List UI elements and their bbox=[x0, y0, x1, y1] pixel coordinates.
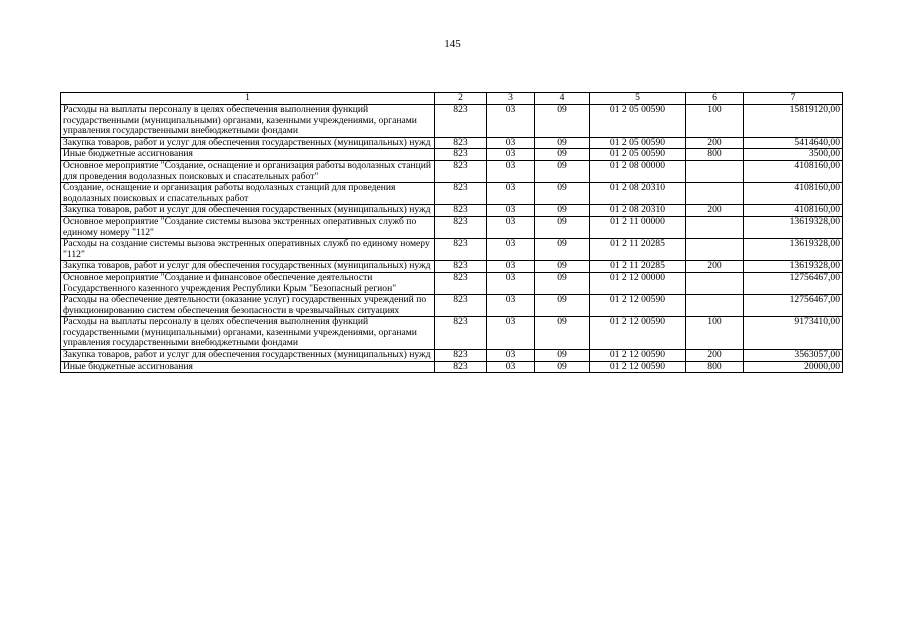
cell-target-article: 01 2 08 20310 bbox=[590, 183, 686, 205]
cell-subsection: 09 bbox=[535, 160, 590, 182]
table-row bbox=[61, 261, 843, 273]
cell-section: 03 bbox=[487, 272, 535, 294]
cell-amount: 12756467,00 bbox=[744, 295, 843, 317]
cell-section: 03 bbox=[487, 183, 535, 205]
cell-section: 03 bbox=[487, 317, 535, 350]
cell-section: 03 bbox=[487, 239, 535, 261]
cell-admin-code: 823 bbox=[435, 295, 487, 317]
table-row bbox=[61, 105, 843, 138]
cell-admin-code: 823 bbox=[435, 361, 487, 373]
cell-amount: 9173410,00 bbox=[744, 317, 843, 350]
table-body bbox=[61, 105, 843, 373]
cell-admin-code: 823 bbox=[435, 205, 487, 217]
cell-admin-code: 823 bbox=[435, 317, 487, 350]
cell-target-article: 01 2 12 00590 bbox=[590, 361, 686, 373]
table-row bbox=[61, 183, 843, 205]
cell-subsection: 09 bbox=[535, 295, 590, 317]
cell-amount: 13619328,00 bbox=[744, 261, 843, 273]
row-name: Расходы на выплаты персоналу в целях обеспечения выполнения функций государственными (муниципальными) органами, казенными учреждениями, органами управления государственными внебюджетными фондами bbox=[61, 317, 435, 350]
cell-expense-type bbox=[686, 183, 744, 205]
cell-expense-type bbox=[686, 272, 744, 294]
cell-expense-type: 100 bbox=[686, 105, 744, 138]
table-row bbox=[61, 205, 843, 217]
table-row bbox=[61, 149, 843, 161]
cell-admin-code: 823 bbox=[435, 261, 487, 273]
cell-target-article: 01 2 12 00590 bbox=[590, 350, 686, 362]
cell-amount: 3500,00 bbox=[744, 149, 843, 161]
cell-target-article: 01 2 05 00590 bbox=[590, 137, 686, 149]
cell-expense-type bbox=[686, 216, 744, 238]
header-row bbox=[61, 93, 843, 105]
cell-subsection: 09 bbox=[535, 317, 590, 350]
cell-target-article: 01 2 11 20285 bbox=[590, 239, 686, 261]
cell-admin-code: 823 bbox=[435, 160, 487, 182]
cell-expense-type bbox=[686, 239, 744, 261]
column-header: 3 bbox=[487, 93, 535, 105]
cell-expense-type: 200 bbox=[686, 261, 744, 273]
cell-amount: 4108160,00 bbox=[744, 205, 843, 217]
column-header: 4 bbox=[535, 93, 590, 105]
cell-subsection: 09 bbox=[535, 149, 590, 161]
row-name: Закупка товаров, работ и услуг для обеспечения государственных (муниципальных) нужд bbox=[61, 261, 435, 273]
table-row bbox=[61, 317, 843, 350]
cell-subsection: 09 bbox=[535, 205, 590, 217]
cell-expense-type: 800 bbox=[686, 361, 744, 373]
row-name: Иные бюджетные ассигнования bbox=[61, 149, 435, 161]
cell-subsection: 09 bbox=[535, 137, 590, 149]
cell-section: 03 bbox=[487, 361, 535, 373]
cell-admin-code: 823 bbox=[435, 272, 487, 294]
cell-target-article: 01 2 05 00590 bbox=[590, 149, 686, 161]
row-name: Закупка товаров, работ и услуг для обеспечения государственных (муниципальных) нужд bbox=[61, 205, 435, 217]
column-header: 5 bbox=[590, 93, 686, 105]
cell-admin-code: 823 bbox=[435, 239, 487, 261]
cell-target-article: 01 2 08 00000 bbox=[590, 160, 686, 182]
row-name: Расходы на обеспечение деятельности (оказание услуг) государственных учреждений по функционированию систем обеспечения безопасности в чрезвычайных ситуациях bbox=[61, 295, 435, 317]
cell-amount: 4108160,00 bbox=[744, 160, 843, 182]
cell-expense-type: 200 bbox=[686, 137, 744, 149]
cell-target-article: 01 2 11 00000 bbox=[590, 216, 686, 238]
cell-section: 03 bbox=[487, 160, 535, 182]
cell-subsection: 09 bbox=[535, 239, 590, 261]
cell-section: 03 bbox=[487, 295, 535, 317]
cell-subsection: 09 bbox=[535, 350, 590, 362]
cell-admin-code: 823 bbox=[435, 105, 487, 138]
cell-expense-type bbox=[686, 295, 744, 317]
cell-section: 03 bbox=[487, 105, 535, 138]
cell-admin-code: 823 bbox=[435, 350, 487, 362]
cell-section: 03 bbox=[487, 149, 535, 161]
table-row bbox=[61, 137, 843, 149]
cell-amount: 4108160,00 bbox=[744, 183, 843, 205]
table-row bbox=[61, 272, 843, 294]
row-name: Закупка товаров, работ и услуг для обеспечения государственных (муниципальных) нужд bbox=[61, 350, 435, 362]
cell-amount: 12756467,00 bbox=[744, 272, 843, 294]
row-name: Основное мероприятие "Создание и финансовое обеспечение деятельности Государственного казенного учреждения Республики Крым "Безопасный регион" bbox=[61, 272, 435, 294]
cell-section: 03 bbox=[487, 137, 535, 149]
cell-target-article: 01 2 11 20285 bbox=[590, 261, 686, 273]
table-row bbox=[61, 160, 843, 182]
cell-subsection: 09 bbox=[535, 216, 590, 238]
cell-admin-code: 823 bbox=[435, 216, 487, 238]
cell-admin-code: 823 bbox=[435, 137, 487, 149]
column-header: 2 bbox=[435, 93, 487, 105]
cell-target-article: 01 2 12 00000 bbox=[590, 272, 686, 294]
table-row bbox=[61, 350, 843, 362]
cell-subsection: 09 bbox=[535, 361, 590, 373]
cell-amount: 13619328,00 bbox=[744, 239, 843, 261]
cell-section: 03 bbox=[487, 350, 535, 362]
cell-subsection: 09 bbox=[535, 105, 590, 138]
cell-target-article: 01 2 08 20310 bbox=[590, 205, 686, 217]
table-row bbox=[61, 239, 843, 261]
cell-expense-type: 800 bbox=[686, 149, 744, 161]
cell-target-article: 01 2 05 00590 bbox=[590, 105, 686, 138]
cell-target-article: 01 2 12 00590 bbox=[590, 295, 686, 317]
cell-section: 03 bbox=[487, 261, 535, 273]
column-header: 6 bbox=[686, 93, 744, 105]
cell-admin-code: 823 bbox=[435, 149, 487, 161]
cell-expense-type: 100 bbox=[686, 317, 744, 350]
cell-expense-type: 200 bbox=[686, 205, 744, 217]
cell-section: 03 bbox=[487, 205, 535, 217]
cell-amount: 15819120,00 bbox=[744, 105, 843, 138]
row-name: Создание, оснащение и организация работы водолазных станций для проведения водолазных поисковых и спасательных работ bbox=[61, 183, 435, 205]
column-header: 1 bbox=[61, 93, 435, 105]
cell-section: 03 bbox=[487, 216, 535, 238]
table-row bbox=[61, 361, 843, 373]
cell-amount: 20000,00 bbox=[744, 361, 843, 373]
page-number: 145 bbox=[444, 38, 461, 50]
table-row bbox=[61, 295, 843, 317]
cell-amount: 3563057,00 bbox=[744, 350, 843, 362]
cell-subsection: 09 bbox=[535, 261, 590, 273]
row-name: Расходы на выплаты персоналу в целях обеспечения выполнения функций государственными (муниципальными) органами, казенными учреждениями, органами управления государственными внебюджетными фондами bbox=[61, 105, 435, 138]
row-name: Основное мероприятие "Создание, оснащение и организация работы водолазных станций для проведения водолазных поисковых и спасательных работ" bbox=[61, 160, 435, 182]
column-header: 7 bbox=[744, 93, 843, 105]
cell-amount: 13619328,00 bbox=[744, 216, 843, 238]
cell-expense-type bbox=[686, 160, 744, 182]
table-row bbox=[61, 216, 843, 238]
row-name: Закупка товаров, работ и услуг для обеспечения государственных (муниципальных) нужд bbox=[61, 137, 435, 149]
cell-subsection: 09 bbox=[535, 183, 590, 205]
row-name: Иные бюджетные ассигнования bbox=[61, 361, 435, 373]
cell-subsection: 09 bbox=[535, 272, 590, 294]
cell-expense-type: 200 bbox=[686, 350, 744, 362]
cell-target-article: 01 2 12 00590 bbox=[590, 317, 686, 350]
budget-table bbox=[60, 92, 843, 373]
cell-admin-code: 823 bbox=[435, 183, 487, 205]
row-name: Основное мероприятие "Создание системы вызова экстренных оперативных служб по единому номеру "112" bbox=[61, 216, 435, 238]
cell-amount: 5414640,00 bbox=[744, 137, 843, 149]
row-name: Расходы на создание системы вызова экстренных оперативных служб по единому номеру "112" bbox=[61, 239, 435, 261]
